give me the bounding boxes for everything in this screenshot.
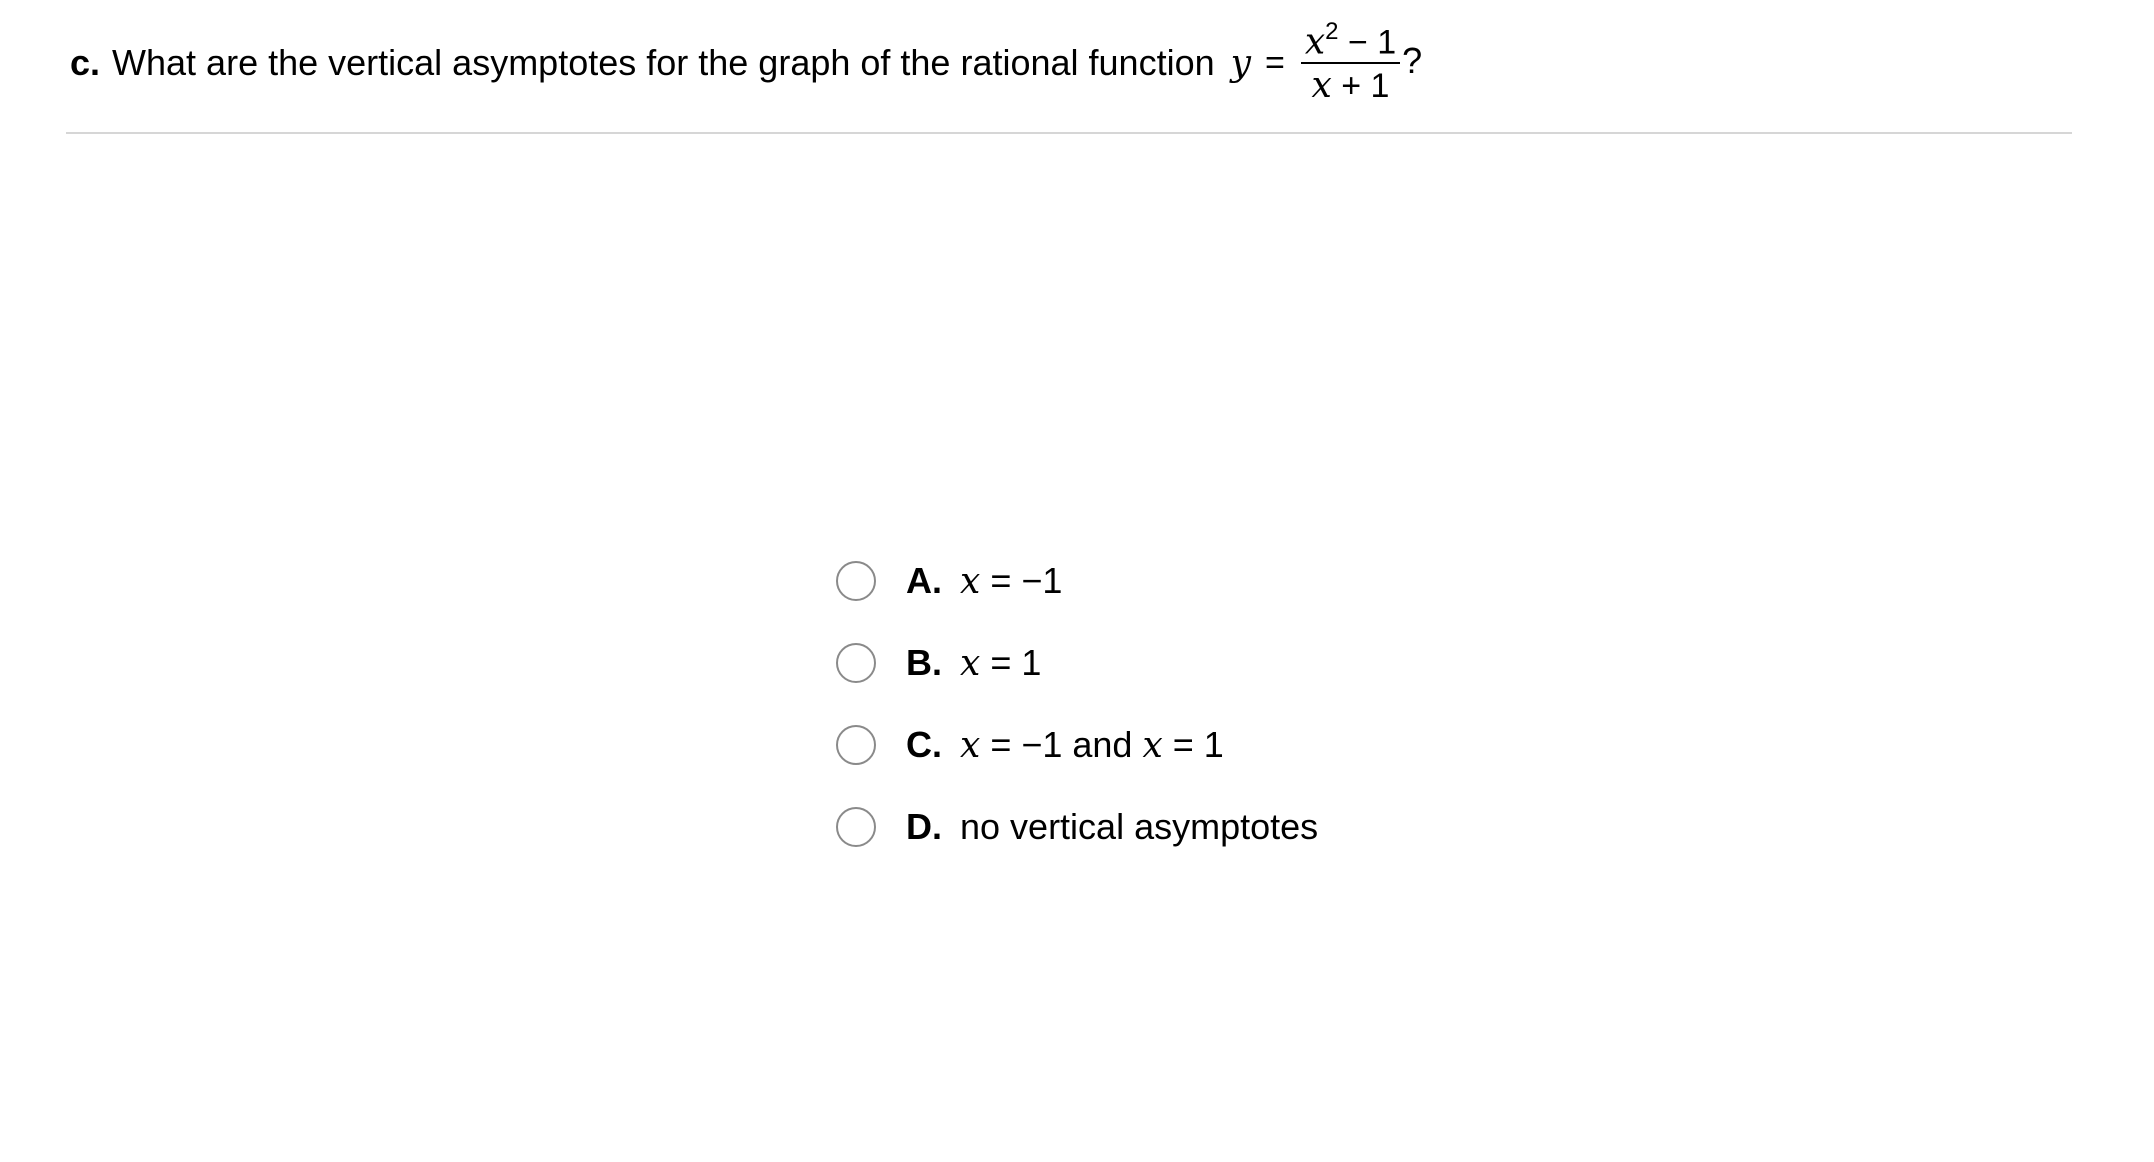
numerator-variable: x bbox=[1304, 21, 1326, 63]
equals-sign: = bbox=[1264, 43, 1285, 82]
question-text: What are the vertical asymptotes for the graph of the rational function bbox=[112, 42, 1215, 83]
option-b[interactable] bbox=[836, 622, 1318, 704]
option-a[interactable] bbox=[836, 540, 1318, 622]
fraction-denominator bbox=[1311, 64, 1390, 107]
question-prompt bbox=[70, 8, 1422, 118]
option-letter: B. bbox=[906, 642, 942, 683]
rational-function-fraction bbox=[1301, 17, 1400, 107]
radio-button-c[interactable] bbox=[836, 725, 876, 765]
numerator-exponent: 2 bbox=[1325, 17, 1339, 45]
option-variable: x bbox=[960, 561, 981, 602]
option-text: = −1 and bbox=[980, 724, 1143, 765]
denominator-rest: + 1 bbox=[1331, 67, 1390, 106]
option-variable: x bbox=[960, 725, 981, 766]
answer-options bbox=[836, 540, 1318, 868]
option-text-2: = 1 bbox=[1162, 724, 1224, 765]
radio-button-b[interactable] bbox=[836, 643, 876, 683]
option-variable-2: x bbox=[1142, 725, 1163, 766]
option-variable: x bbox=[960, 643, 981, 684]
option-letter: D. bbox=[906, 806, 942, 847]
divider bbox=[66, 132, 2072, 134]
fraction-numerator bbox=[1301, 17, 1400, 64]
lhs-variable: y bbox=[1230, 42, 1251, 84]
question-mark: ? bbox=[1402, 40, 1423, 81]
option-letter: A. bbox=[906, 560, 942, 601]
option-label bbox=[960, 642, 1041, 684]
option-letter: C. bbox=[906, 724, 942, 765]
option-label bbox=[960, 806, 1318, 848]
numerator-rest: − 1 bbox=[1338, 23, 1397, 62]
option-text: = 1 bbox=[980, 642, 1042, 683]
option-d[interactable] bbox=[836, 786, 1318, 868]
option-text: no vertical asymptotes bbox=[960, 806, 1319, 847]
denominator-variable: x bbox=[1311, 65, 1332, 107]
option-text: = −1 bbox=[980, 560, 1063, 601]
option-label bbox=[960, 724, 1224, 766]
radio-button-a[interactable] bbox=[836, 561, 876, 601]
option-label bbox=[960, 560, 1062, 602]
option-c[interactable] bbox=[836, 704, 1318, 786]
question-letter: c. bbox=[70, 42, 101, 83]
radio-button-d[interactable] bbox=[836, 807, 876, 847]
